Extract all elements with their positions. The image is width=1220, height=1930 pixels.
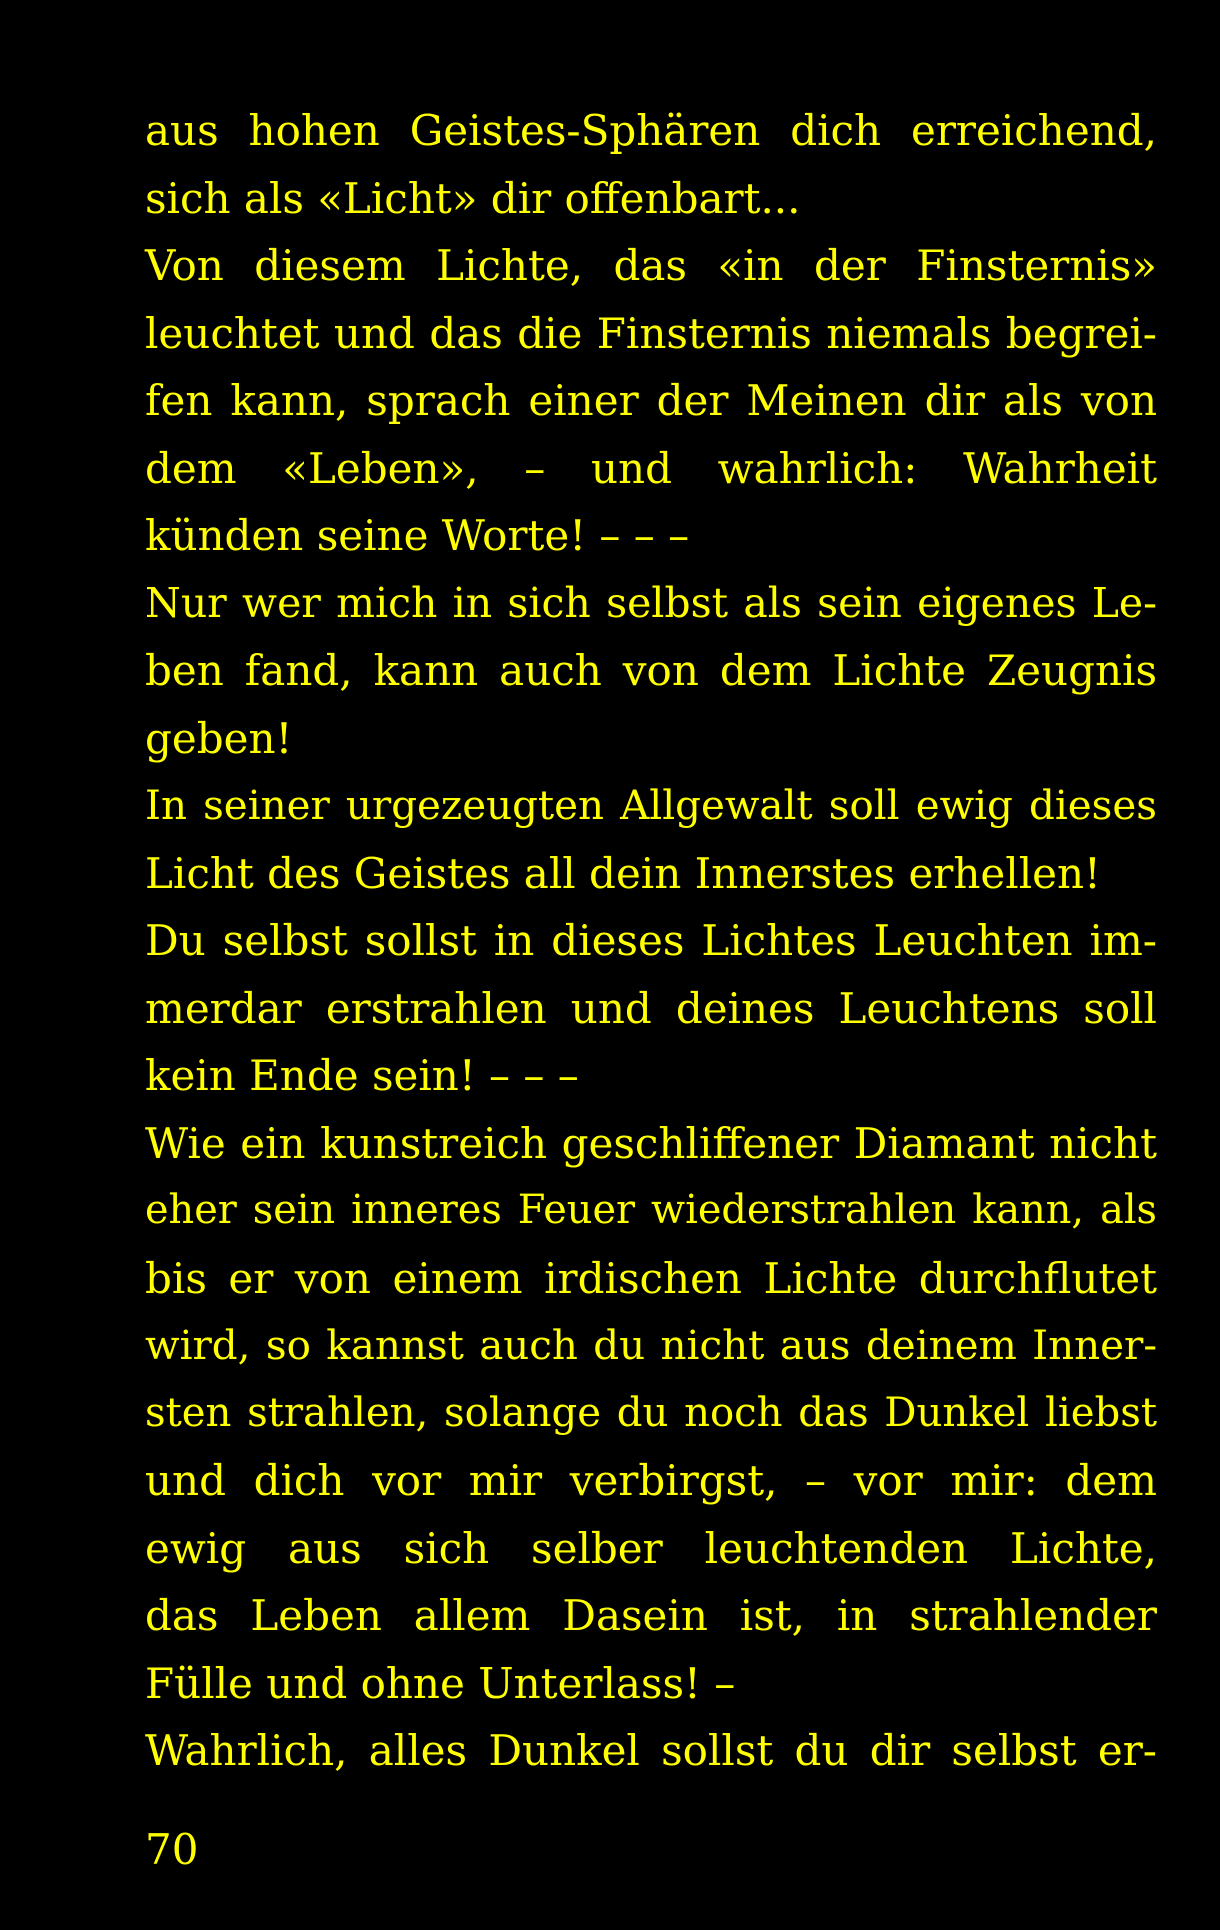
- text-line: wird, so kannst auch du nicht aus deinem Inner-: [145, 1321, 1157, 1369]
- text-line: dem «Leben», – und wahrlich: Wahrheit: [145, 443, 1157, 493]
- text-line: leuchtet und das die Finsternis niemals begrei-: [145, 308, 1157, 358]
- body-text: [145, 97, 1157, 1785]
- text-line: eher sein inneres Feuer wiederstrahlen kann, als: [145, 1187, 1157, 1233]
- text-line: sich als «Licht» dir offenbart...: [145, 173, 801, 223]
- text-line: fen kann, sprach einer der Meinen dir als von: [145, 376, 1157, 425]
- text-line: aus hohen Geistes-Sphären dich erreichend,: [145, 106, 1157, 155]
- text-line: ben fand, kann auch von dem Lichte Zeugnis: [145, 646, 1157, 695]
- text-line: kein Ende sein! – – –: [145, 1051, 579, 1100]
- text-line: sten strahlen, solange du noch das Dunkel liebst: [145, 1389, 1157, 1436]
- text-line: bis er von einem irdischen Lichte durchflutet: [145, 1253, 1157, 1303]
- text-line: das Leben allem Dasein ist, in strahlender: [145, 1591, 1157, 1640]
- text-line: Nur wer mich in sich selbst als sein eigenes Le-: [145, 578, 1157, 627]
- text-line: und dich vor mir verbirgst, – vor mir: dem: [145, 1456, 1157, 1505]
- text-line: Von diesem Lichte, das «in der Finsternis»: [145, 241, 1157, 290]
- text-line: merdar erstrahlen und deines Leuchtens soll: [145, 983, 1157, 1033]
- text-line: Licht des Geistes all dein Innerstes erhellen!: [145, 848, 1101, 898]
- text-line: Fülle und ohne Unterlass! –: [145, 1658, 736, 1708]
- page-number: 70: [145, 1825, 199, 1874]
- text-line: In seiner urgezeugten Allgewalt soll ewig dieses: [145, 782, 1157, 829]
- text-line: künden seine Worte! – – –: [145, 511, 690, 560]
- text-line: Du selbst sollst in dieses Lichtes Leuchten im-: [145, 916, 1157, 965]
- text-line: ewig aus sich selber leuchtenden Lichte,: [145, 1523, 1157, 1573]
- text-line: Wahrlich, alles Dunkel sollst du dir selbst er-: [145, 1726, 1157, 1775]
- text-line: Wie ein kunstreich geschliffener Diamant nicht: [145, 1118, 1157, 1168]
- text-line: geben!: [145, 713, 293, 763]
